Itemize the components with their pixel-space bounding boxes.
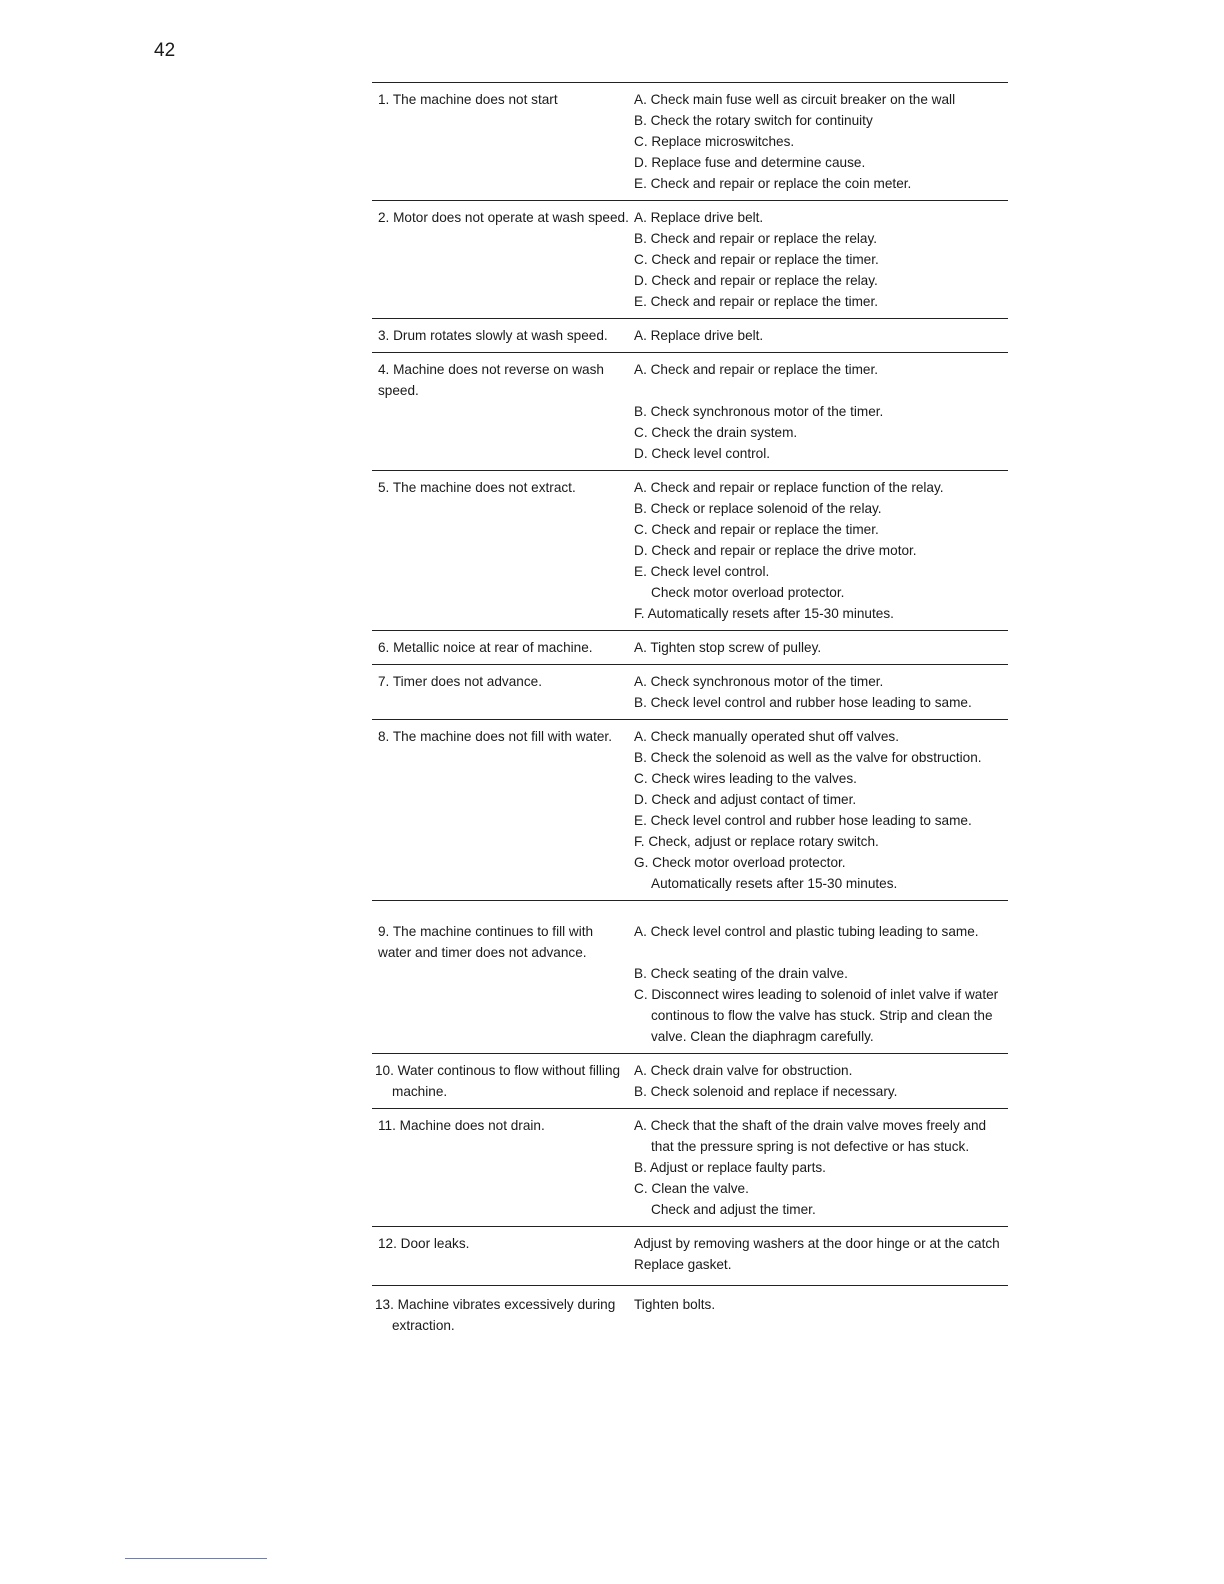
page-number: 42: [154, 40, 176, 61]
remedy-item: B. Adjust or replace faulty parts.: [634, 1160, 826, 1175]
remedy-item: D. Check and repair or replace the drive motor.: [634, 543, 917, 558]
remedy-item: F. Automatically resets after 15-30 minutes.: [634, 606, 894, 621]
problem-cell: 2. Motor does not operate at wash speed.: [378, 210, 629, 225]
remedy-item: D. Check and adjust contact of timer.: [634, 792, 857, 807]
remedy-cell: [634, 637, 1008, 658]
remedy-item: E. Check level control.: [634, 564, 770, 579]
remedy-item: A. Check manually operated shut off valves.: [634, 729, 899, 744]
remedy-cell: [634, 1115, 1008, 1220]
remedy-cell: [634, 1294, 1008, 1336]
problem-cell: 11. Machine does not drain.: [378, 1118, 545, 1133]
remedy-item: B. Check the rotary switch for continuity: [634, 113, 873, 128]
remedy-cell: [634, 726, 1008, 894]
spacer: [634, 380, 1008, 401]
problem-cell: 7. Timer does not advance.: [378, 674, 542, 689]
problem-cell: 5. The machine does not extract.: [378, 480, 576, 495]
remedy-cell: [634, 325, 1008, 346]
remedy-cell: [634, 1233, 1008, 1275]
table-row: [372, 901, 1008, 1054]
remedy-cell: [634, 89, 1008, 194]
spacer: [634, 942, 1008, 963]
remedy-item: A. Replace drive belt.: [634, 210, 764, 225]
table-row: [372, 83, 1008, 201]
problem-cell: 9. The machine continues to fill with water and timer does not advance.: [378, 924, 594, 960]
remedy-item: G. Check motor overload protector.: [634, 855, 846, 870]
remedy-item: C. Check and repair or replace the timer.: [634, 252, 879, 267]
table-row: [372, 720, 1008, 901]
remedy-item: A. Check main fuse well as circuit breaker on the wall: [634, 92, 956, 107]
remedy-item: Tighten bolts.: [634, 1297, 716, 1312]
remedy-item: F. Check, adjust or replace rotary switch.: [634, 834, 879, 849]
remedy-item: B. Check solenoid and replace if necessary.: [634, 1084, 898, 1099]
table-row: [372, 665, 1008, 720]
remedy-item: A. Tighten stop screw of pulley.: [634, 640, 822, 655]
table-row: [372, 1054, 1008, 1109]
remedy-item: D. Check level control.: [634, 446, 770, 461]
remedy-cell: [634, 207, 1008, 312]
remedy-item: E. Check and repair or replace the coin meter.: [634, 176, 912, 191]
table-row: [372, 201, 1008, 319]
table-row: [372, 1109, 1008, 1227]
table-row: [372, 631, 1008, 665]
problem-cell: 6. Metallic noice at rear of machine.: [378, 640, 593, 655]
remedy-item: C. Check wires leading to the valves.: [634, 771, 857, 786]
remedy-item: D. Replace fuse and determine cause.: [634, 155, 866, 170]
remedy-item: A. Check synchronous motor of the timer.: [634, 674, 884, 689]
remedy-item: A. Replace drive belt.: [634, 328, 764, 343]
problem-cell: 12. Door leaks.: [378, 1236, 470, 1251]
remedy-item: B. Check seating of the drain valve.: [634, 966, 848, 981]
remedy-cell: [634, 671, 1008, 713]
remedy-item: A. Check drain valve for obstruction.: [634, 1063, 853, 1078]
remedy-item: D. Check and repair or replace the relay.: [634, 273, 878, 288]
remedy-item: Replace gasket.: [634, 1257, 732, 1272]
remedy-cell: [634, 1060, 1008, 1102]
problem-cell: 1. The machine does not start: [378, 92, 558, 107]
remedy-item: A. Check level control and plastic tubing leading to same.: [634, 924, 979, 939]
remedy-item: C. Check the drain system.: [634, 425, 798, 440]
remedy-item: B. Check or replace solenoid of the relay.: [634, 501, 882, 516]
remedy-item: E. Check and repair or replace the timer.: [634, 294, 879, 309]
table-row: [372, 319, 1008, 353]
remedy-cell: [634, 921, 1008, 1047]
table-row: [372, 353, 1008, 471]
remedy-item: A. Check and repair or replace the timer.: [634, 362, 879, 377]
remedy-item: B. Check and repair or replace the relay.: [634, 231, 878, 246]
remedy-item: A. Check and repair or replace function of the relay.: [634, 480, 944, 495]
remedy-item: C. Disconnect wires leading to solenoid of inlet valve if water continous to flow the valve has stuck. Strip and clean the valve. Clean the diaphragm carefully.: [634, 987, 999, 1044]
problem-cell: 13. Machine vibrates excessively during extraction.: [375, 1297, 616, 1333]
remedy-item: Automatically resets after 15-30 minutes.: [651, 876, 898, 891]
remedy-item: B. Check the solenoid as well as the valve for obstruction.: [634, 750, 982, 765]
table-row: [372, 1227, 1008, 1286]
table-row: [372, 471, 1008, 631]
remedy-item: B. Check level control and rubber hose leading to same.: [634, 695, 972, 710]
remedy-item: Check and adjust the timer.: [651, 1202, 816, 1217]
problem-cell: 10. Water continous to flow without filling machine.: [375, 1063, 621, 1099]
remedy-item: B. Check synchronous motor of the timer.: [634, 404, 884, 419]
remedy-item: C. Clean the valve.: [634, 1181, 749, 1196]
troubleshooting-table: [372, 82, 1008, 1342]
remedy-item: C. Replace microswitches.: [634, 134, 795, 149]
remedy-item: Adjust by removing washers at the door hinge or at the catch: [634, 1236, 1000, 1251]
remedy-cell: [634, 359, 1008, 464]
footer-rule: [125, 1558, 267, 1559]
remedy-item: E. Check level control and rubber hose leading to same.: [634, 813, 972, 828]
problem-cell: 3. Drum rotates slowly at wash speed.: [378, 328, 608, 343]
problem-cell: 4. Machine does not reverse on wash speed.: [378, 362, 604, 398]
table-row: [372, 1286, 1008, 1342]
remedy-cell: [634, 477, 1008, 624]
remedy-item: Check motor overload protector.: [651, 585, 845, 600]
problem-cell: 8. The machine does not fill with water.: [378, 729, 612, 744]
remedy-item: A. Check that the shaft of the drain valve moves freely and that the pressure spring is not defective or has stuck.: [634, 1118, 987, 1154]
remedy-item: C. Check and repair or replace the timer.: [634, 522, 879, 537]
